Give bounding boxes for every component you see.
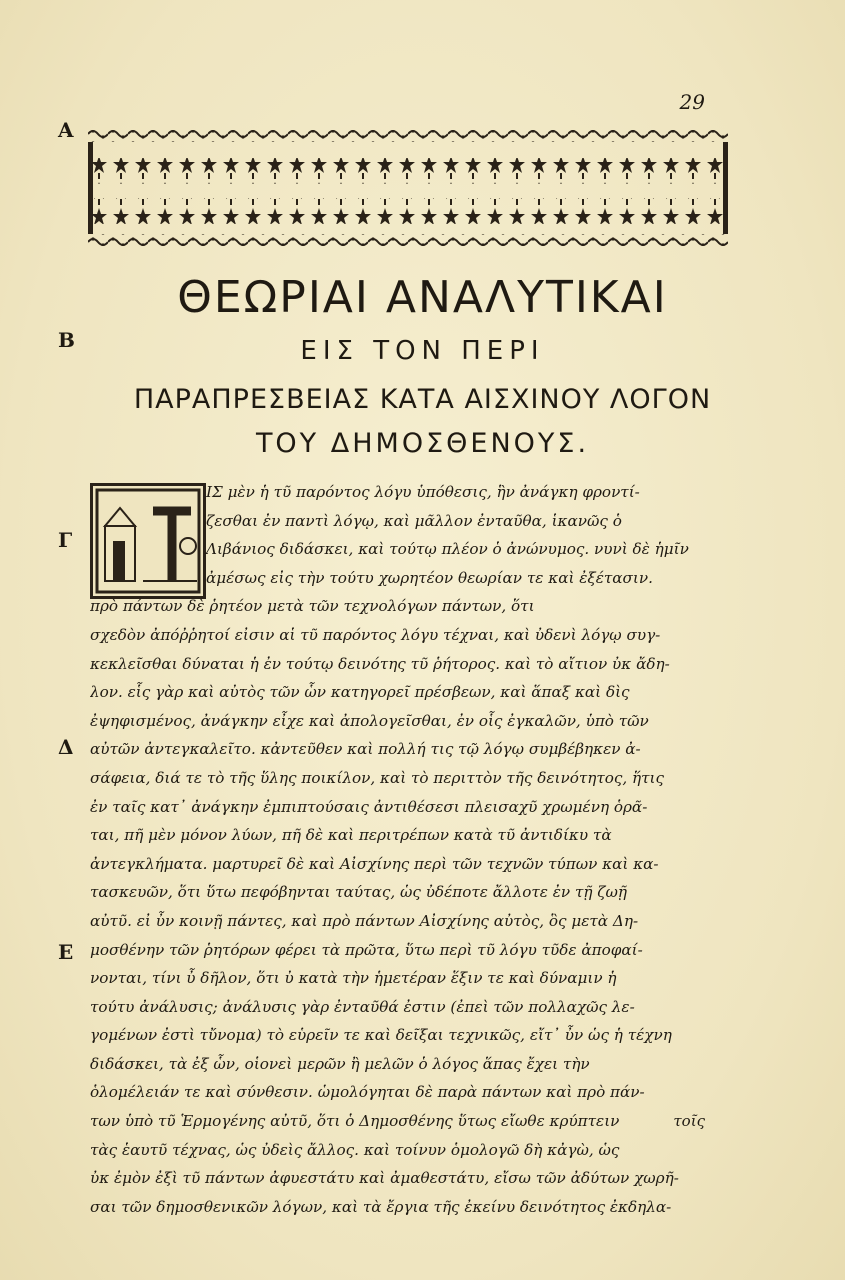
text-line: πρὸ πάντων δὲ ῥητέον μετὰ τῶν τεχνολόγων πάντων, ὅτι <box>90 597 535 616</box>
margin-letter-c: Γ <box>58 528 73 552</box>
text-line: διδάσκει, τὰ ἐξ ὧν, οἱονεὶ μερῶν ἢ μελῶν ὁ λόγος ἅπας ἔχει τὴν <box>90 1054 590 1073</box>
margin-letter-d: Δ <box>58 735 74 759</box>
text-line: ζεσθαι ἐν παντὶ λόγῳ, καὶ μᾶλλον ἐνταῦθα, ἱκανῶς ὁ <box>206 511 622 530</box>
text-line: τούτυ ἀνάλυσις; ἀνάλυσις γὰρ ἐνταῦθά ἐστιν (ἐπεὶ τῶν πολλαχῶς λε- <box>90 997 635 1016</box>
text-line: ἀμέσως εἰς τὴν τούτυ χωρητέον θεωρίαν τε καὶ ἐξέτασιν. <box>206 568 653 587</box>
subtitle-line-3: ΤΟΥ ΔΗΜΟΣΘΕΝΟΥΣ. <box>255 428 590 459</box>
text-line: σχεδὸν ἀπόῤῥητοί εἰσιν αἱ τῦ παρόντος λόγυ τέχναι, καὶ ὐδενὶ λόγῳ συγ- <box>90 625 661 644</box>
text-line: μοσθένην τῶν ῥητόρων φέρει τὰ πρῶτα, ὕτω περὶ τῦ λόγυ τῦδε ἀποφαί- <box>90 940 643 959</box>
text-line: τὰς ἑαυτῦ τέχνας, ὡς ὐδεὶς ἄλλος. καὶ τοίνυν ὁμολογῶ δὴ κἀγὼ, ὡς <box>90 1140 620 1159</box>
text-line: των ὑπὸ τῦ Ἑρμογένης αὐτῦ, ὅτι ὁ Δημοσθένης ὕτως εἴωθε κρύπτειν <box>90 1112 620 1131</box>
text-line: ἀντεγκλήματα. μαρτυρεῖ δὲ καὶ Αἰσχίνης περὶ τῶν τεχνῶν τύπων καὶ κα- <box>90 854 659 873</box>
text-line: νονται, τίνι ὖ δῆλον, ὅτι ὐ κατὰ τὴν ἡμετέραν ἕξιν τε καὶ δύναμιν ἡ <box>90 969 617 988</box>
text-line: λον. εἷς γὰρ καὶ αὐτὸς τῶν ὧν κατηγορεῖ πρέσβεων, καὶ ἅπαξ καὶ δὶς <box>90 683 630 702</box>
text-line: ται, πῆ μὲν μόνον λύων, πῆ δὲ καὶ περιτρέπων κατὰ τῦ ἀντιδίκυ τὰ <box>90 826 612 845</box>
text-line: ὐκ ἐμὸν ἐξὶ τῦ πάντων ἀφυεστάτυ καὶ ἀμαθεστάτυ, εἴσω τῶν ἀδύτων χωρῆ- <box>90 1169 679 1188</box>
subtitle-line-2: ΠΑΡΑΠΡΕΣΒΕΙΑΣ ΚΑΤΑ ΑΙΣΧΙΝΟΥ ΛΟΓΟΝ <box>133 384 712 415</box>
text-line: σάφεια, διά τε τὸ τῆς ὕλης ποικίλον, καὶ τὸ περιττὸν τῆς δεινότητος, ἥτις <box>90 768 665 787</box>
body-text <box>90 478 730 1221</box>
catchword: τοῖς <box>673 1112 705 1130</box>
margin-letter-e: E <box>58 940 74 964</box>
text-line: ὁλομέλειάν τε καὶ σύνθεσιν. ὡμολόγηται δὲ παρὰ πάντων καὶ πρὸ πάν- <box>90 1083 645 1102</box>
main-title: ΘΕΩΡΙΑΙ ΑΝΑΛΥΤΙΚΑΙ <box>177 272 668 323</box>
text-line: Λιβάνιος διδάσκει, καὶ τούτῳ πλέον ὁ ἀνώνυμος. νυνὶ δὲ ἡμῖν <box>206 540 689 559</box>
decorative-headpiece <box>88 128 728 248</box>
text-line: ΙΣ μὲν ἡ τῦ παρόντος λόγυ ὑπόθεσις, ἣν ἀνάγκη φροντί- <box>206 483 640 501</box>
text-line: αὐτῦ. εἰ ὖν κοινῇ πάντες, καὶ πρὸ πάντων Αἰσχίνης αὐτὸς, ὃς μετὰ Δη- <box>90 911 639 930</box>
text-line: κεκλεῖσθαι δύναται ἡ ἐν τούτῳ δεινότης τῦ ῥήτορος. καὶ τὸ αἴτιον ὐκ ἄδη- <box>90 654 670 673</box>
page-number: 29 <box>679 90 705 114</box>
margin-letter-b: B <box>58 328 75 352</box>
margin-letter-a: A <box>58 118 74 142</box>
text-line: αὐτῶν ἀντεγκαλεῖτο. κἀντεῦθεν καὶ πολλή τις τῷ λόγῳ συμβέβηκεν ἀ- <box>90 740 641 759</box>
text-line: σαι τῶν δημοσθενικῶν λόγων, καὶ τὰ ἔργια τῆς ἐκείνυ δεινότητος ἐκδηλα- <box>90 1197 672 1216</box>
text-line: γομένων ἐστὶ τὔνομα) τὸ εὑρεῖν τε καὶ δεῖξαι τεχνικῶς, εἴτ᾽ ὖν ὡς ἡ τέχνη <box>90 1026 672 1045</box>
text-line: ἐψηφισμένος, ἀνάγκην εἶχε καὶ ἀπολογεῖσθαι, ἐν οἷς ἐγκαλῶν, ὑπὸ τῶν <box>90 711 649 730</box>
text-line: τασκευῶν, ὅτι ὕτω πεφόβηνται ταύτας, ὡς ὐδέποτε ἄλλοτε ἐν τῇ ζωῇ <box>90 883 628 902</box>
subtitle-line-1: ΕΙΣ ΤΟΝ ΠΕΡΙ <box>300 336 545 366</box>
text-line: ἐν ταῖς κατ᾽ ἀνάγκην ἐμπιπτούσαις ἀντιθέσεσι πλεισαχῦ χρωμένη ὁρᾶ- <box>90 797 648 816</box>
